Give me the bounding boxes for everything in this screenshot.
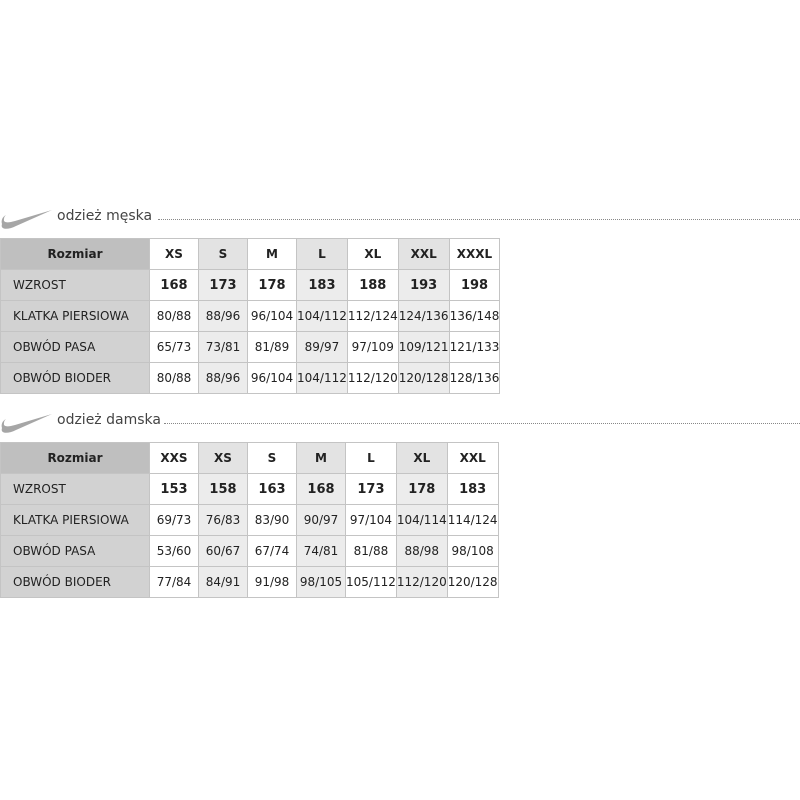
table-cell: 80/88 [150,363,199,394]
row-label: OBWÓD PASA [1,536,150,567]
mens-size-s: S [199,239,248,270]
table-cell: 96/104 [248,363,297,394]
womens-size-xs: XS [199,443,248,474]
row-label: OBWÓD BIODER [1,363,150,394]
table-cell: 104/112 [297,301,348,332]
table-cell: 198 [449,270,500,301]
table-cell: 77/84 [150,567,199,598]
womens-size-m: M [297,443,346,474]
table-cell: 120/128 [398,363,449,394]
table-row [1,536,499,567]
table-cell: 90/97 [297,505,346,536]
table-cell: 120/128 [447,567,498,598]
table-cell: 168 [150,270,199,301]
table-cell: 98/108 [447,536,498,567]
row-label: OBWÓD PASA [1,332,150,363]
table-cell: 173 [346,474,397,505]
table-cell: 168 [297,474,346,505]
table-row [1,474,499,505]
swoosh-logo-icon [0,408,54,434]
table-cell: 173 [199,270,248,301]
table-row [1,505,499,536]
table-cell: 96/104 [248,301,297,332]
table-cell: 91/98 [248,567,297,598]
table-cell: 88/98 [396,536,447,567]
table-row [1,363,500,394]
table-cell: 104/112 [297,363,348,394]
table-cell: 183 [447,474,498,505]
womens-corner-cell: Rozmiar [1,443,150,474]
table-cell: 112/120 [396,567,447,598]
mens-header-row [1,239,500,270]
table-row [1,567,499,598]
mens-corner-cell: Rozmiar [1,239,150,270]
table-cell: 136/148 [449,301,500,332]
table-cell: 112/120 [347,363,398,394]
table-cell: 81/89 [248,332,297,363]
table-cell: 183 [297,270,348,301]
womens-section-title: odzież damska [57,412,161,428]
row-label: OBWÓD BIODER [1,567,150,598]
table-cell: 74/81 [297,536,346,567]
table-row [1,332,500,363]
table-cell: 97/109 [347,332,398,363]
mens-size-xl: XL [347,239,398,270]
table-row [1,301,500,332]
table-cell: 80/88 [150,301,199,332]
table-cell: 121/133 [449,332,500,363]
womens-size-xl: XL [396,443,447,474]
table-cell: 112/124 [347,301,398,332]
womens-size-l: L [346,443,397,474]
table-cell: 89/97 [297,332,348,363]
table-cell: 67/74 [248,536,297,567]
swoosh-logo-icon [0,204,54,230]
table-cell: 53/60 [150,536,199,567]
mens-size-xs: XS [150,239,199,270]
table-cell: 88/96 [199,301,248,332]
table-cell: 124/136 [398,301,449,332]
table-cell: 193 [398,270,449,301]
table-cell: 98/105 [297,567,346,598]
table-cell: 188 [347,270,398,301]
mens-section-header [0,202,800,232]
row-label: WZROST [1,270,150,301]
table-cell: 178 [248,270,297,301]
table-cell: 109/121 [398,332,449,363]
womens-size-xxs: XXS [150,443,199,474]
table-cell: 163 [248,474,297,505]
mens-section-divider [158,219,800,220]
row-label: KLATKA PIERSIOWA [1,301,150,332]
womens-section-divider [164,423,800,424]
womens-size-table [0,442,499,598]
mens-size-table [0,238,500,394]
womens-size-s: S [248,443,297,474]
table-cell: 84/91 [199,567,248,598]
table-cell: 88/96 [199,363,248,394]
table-cell: 83/90 [248,505,297,536]
mens-size-xxxl: XXXL [449,239,500,270]
table-cell: 73/81 [199,332,248,363]
mens-section-title: odzież męska [57,208,153,224]
table-cell: 81/88 [346,536,397,567]
mens-size-m: M [248,239,297,270]
table-cell: 97/104 [346,505,397,536]
table-cell: 158 [199,474,248,505]
table-cell: 114/124 [447,505,498,536]
table-cell: 178 [396,474,447,505]
table-cell: 105/112 [346,567,397,598]
table-cell: 76/83 [199,505,248,536]
table-cell: 153 [150,474,199,505]
mens-size-l: L [297,239,348,270]
table-cell: 128/136 [449,363,500,394]
mens-size-xxl: XXL [398,239,449,270]
row-label: WZROST [1,474,150,505]
row-label: KLATKA PIERSIOWA [1,505,150,536]
table-cell: 60/67 [199,536,248,567]
womens-header-row [1,443,499,474]
table-cell: 104/114 [396,505,447,536]
table-row [1,270,500,301]
womens-size-xxl: XXL [447,443,498,474]
womens-section-header [0,406,800,436]
table-cell: 69/73 [150,505,199,536]
table-cell: 65/73 [150,332,199,363]
